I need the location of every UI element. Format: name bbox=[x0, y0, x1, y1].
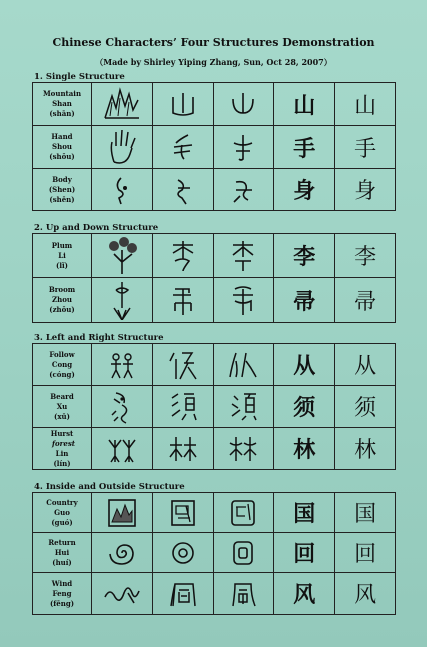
modern-character-bold: 国 bbox=[274, 493, 335, 533]
character-row bbox=[33, 493, 396, 533]
section-heading: 2. Up and Down Structure bbox=[34, 223, 159, 233]
modern-character-handwritten: 回 bbox=[335, 533, 396, 573]
pictograph-drawing bbox=[92, 83, 153, 126]
oracle-bone-form bbox=[152, 344, 213, 386]
character-row bbox=[33, 234, 396, 278]
modern-character-handwritten: 须 bbox=[335, 386, 396, 428]
row-label: Broom Zhou (zhǒu) bbox=[33, 278, 92, 323]
row-label: Country Guo (guó) bbox=[33, 493, 92, 533]
row-label: Follow Cong (cóng) bbox=[33, 344, 92, 386]
modern-character-bold: 山 bbox=[274, 83, 335, 126]
character-row bbox=[33, 573, 396, 615]
section-table bbox=[32, 233, 396, 323]
row-label: Hand Shou (shǒu) bbox=[33, 126, 92, 169]
character-row bbox=[33, 169, 396, 211]
pictograph-drawing bbox=[92, 234, 153, 278]
section-table bbox=[32, 82, 396, 211]
character-row bbox=[33, 126, 396, 169]
modern-character-bold: 风 bbox=[274, 573, 335, 615]
oracle-bone-form bbox=[152, 428, 213, 470]
modern-character-handwritten: 国 bbox=[335, 493, 396, 533]
character-row bbox=[33, 428, 396, 470]
row-label: Body (Shen) (shēn) bbox=[33, 169, 92, 211]
modern-character-bold: 帚 bbox=[274, 278, 335, 323]
pictograph-drawing bbox=[92, 533, 153, 573]
pictograph-drawing bbox=[92, 169, 153, 211]
modern-character-handwritten: 山 bbox=[335, 83, 396, 126]
modern-character-handwritten: 身 bbox=[335, 169, 396, 211]
oracle-bone-form bbox=[152, 169, 213, 211]
seal-script-form bbox=[213, 386, 274, 428]
document-subtitle: （Made by Shirley Yiping Zhang, Sun, Oct 28, 2007） bbox=[95, 57, 332, 67]
section-table bbox=[32, 343, 396, 470]
oracle-bone-form bbox=[152, 278, 213, 323]
oracle-bone-form bbox=[152, 234, 213, 278]
seal-script-form bbox=[213, 83, 274, 126]
row-label: Hurst forest Lin (lín) bbox=[33, 428, 92, 470]
oracle-bone-form bbox=[152, 126, 213, 169]
seal-script-form bbox=[213, 126, 274, 169]
modern-character-handwritten: 手 bbox=[335, 126, 396, 169]
section-table bbox=[32, 492, 396, 615]
pictograph-drawing bbox=[92, 573, 153, 615]
pictograph-drawing bbox=[92, 493, 153, 533]
pictograph-drawing bbox=[92, 278, 153, 323]
seal-script-form bbox=[213, 169, 274, 211]
modern-character-bold: 身 bbox=[274, 169, 335, 211]
seal-script-form bbox=[213, 533, 274, 573]
seal-script-form bbox=[213, 278, 274, 323]
modern-character-bold: 从 bbox=[274, 344, 335, 386]
section-heading: 4. Inside and Outside Structure bbox=[34, 482, 185, 492]
pictograph-drawing bbox=[92, 428, 153, 470]
handwritten-note: forest bbox=[52, 438, 75, 448]
section-heading: 1. Single Structure bbox=[34, 72, 125, 82]
seal-script-form bbox=[213, 493, 274, 533]
oracle-bone-form bbox=[152, 573, 213, 615]
modern-character-handwritten: 帚 bbox=[335, 278, 396, 323]
character-row bbox=[33, 533, 396, 573]
oracle-bone-form bbox=[152, 83, 213, 126]
seal-script-form bbox=[213, 344, 274, 386]
pictograph-drawing bbox=[92, 126, 153, 169]
document-title: Chinese Characters’ Four Structures Demonstration bbox=[52, 36, 375, 49]
oracle-bone-form bbox=[152, 493, 213, 533]
seal-script-form bbox=[213, 428, 274, 470]
row-label: Return Hui (huí) bbox=[33, 533, 92, 573]
pictograph-drawing bbox=[92, 386, 153, 428]
modern-character-handwritten: 从 bbox=[335, 344, 396, 386]
row-label: Wind Feng (fēng) bbox=[33, 573, 92, 615]
modern-character-bold: 回 bbox=[274, 533, 335, 573]
oracle-bone-form bbox=[152, 533, 213, 573]
row-label: Beard Xu (xū) bbox=[33, 386, 92, 428]
seal-script-form bbox=[213, 573, 274, 615]
seal-script-form bbox=[213, 234, 274, 278]
row-label: Plum Li (lǐ) bbox=[33, 234, 92, 278]
section-heading: 3. Left and Right Structure bbox=[34, 333, 164, 343]
character-row bbox=[33, 278, 396, 323]
modern-character-handwritten: 李 bbox=[335, 234, 396, 278]
modern-character-bold: 须 bbox=[274, 386, 335, 428]
character-row bbox=[33, 83, 396, 126]
modern-character-bold: 李 bbox=[274, 234, 335, 278]
row-label: Mountain Shan (shān) bbox=[33, 83, 92, 126]
character-row bbox=[33, 344, 396, 386]
modern-character-handwritten: 风 bbox=[335, 573, 396, 615]
modern-character-bold: 林 bbox=[274, 428, 335, 470]
modern-character-handwritten: 林 bbox=[335, 428, 396, 470]
oracle-bone-form bbox=[152, 386, 213, 428]
character-row bbox=[33, 386, 396, 428]
modern-character-bold: 手 bbox=[274, 126, 335, 169]
pictograph-drawing bbox=[92, 344, 153, 386]
